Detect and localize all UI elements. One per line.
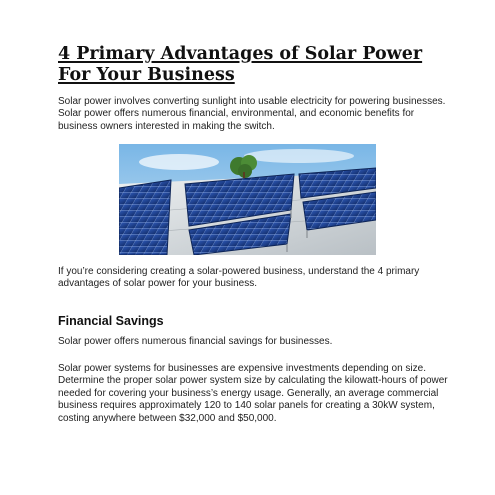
solar-panels-photo (119, 144, 376, 255)
intro-paragraph: Solar power involves converting sunlight into usable electricity for powering businesses. Solar power offers numerous financial, environmental, and economic benefits for business owners interested in making the switch. (58, 96, 446, 132)
page-title: 4 Primary Advantages of Solar Power For Your Business (58, 44, 423, 85)
financial-savings-paragraph-2: Solar power systems for businesses are expensive investments depending on size. Determine the proper solar power system size by calculating the kilowatt-hours of power needed for covering your business’s energy usage. Generally, an average commercial business requires approximately 120 to 140 solar panels for creating a 30kW system, costing anywhere between $32,000 and $50,000. (58, 363, 448, 424)
financial-savings-paragraph-1: Solar power offers numerous financial savings for businesses. (58, 336, 333, 347)
consider-paragraph: If you’re considering creating a solar-powered business, understand the 4 primary advantages of solar power for your business. (58, 266, 420, 290)
section-heading-financial-savings: Financial Savings (58, 314, 164, 328)
